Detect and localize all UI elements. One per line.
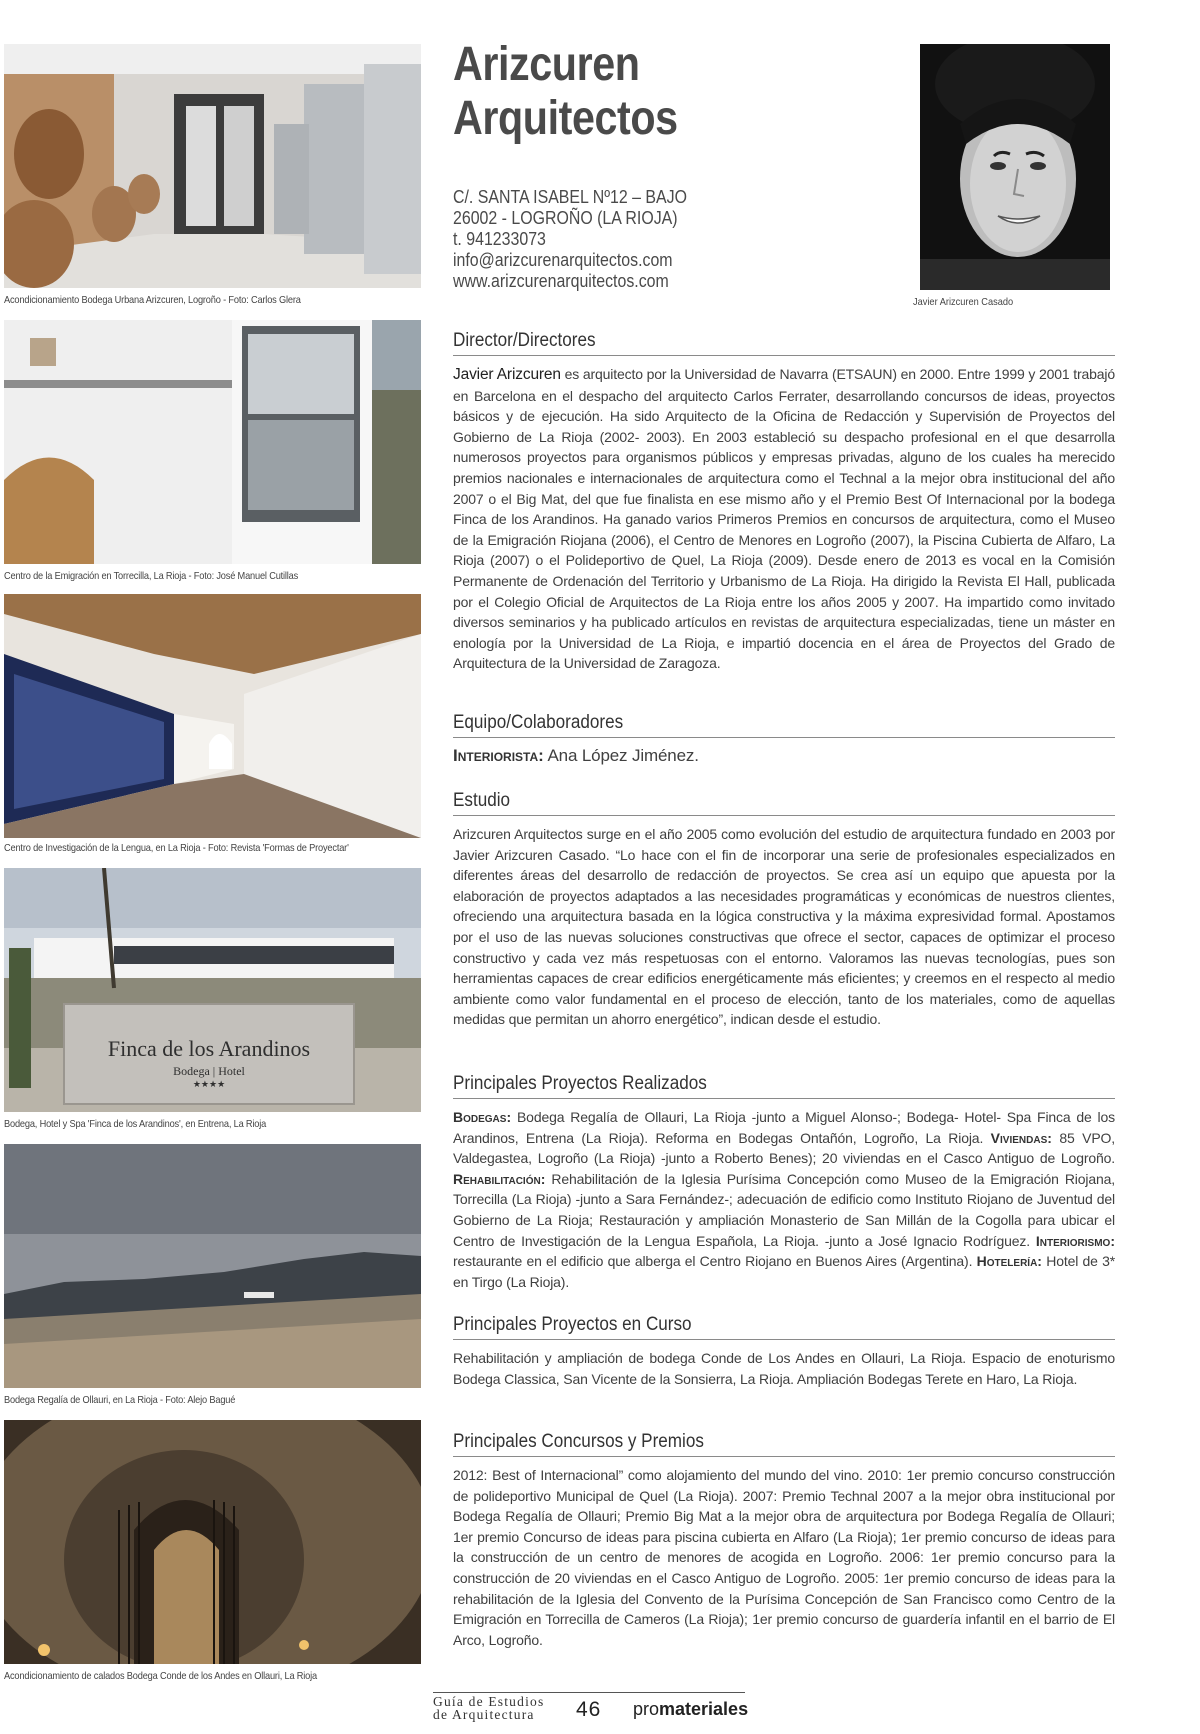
publication-name-line2: de Arquitectura	[433, 1707, 535, 1722]
section-heading: Principales Proyectos en Curso	[453, 1314, 1115, 1340]
photo-centro-emigracion	[4, 320, 421, 564]
photo-caption: Acondicionamiento Bodega Urbana Arizcuren, Logroño - Foto: Carlos Glera	[4, 294, 301, 306]
team-member: Ana López Jiménez.	[543, 746, 699, 765]
photo-caption: Acondicionamiento de calados Bodega Conde de los Andes en Ollauri, La Rioja	[4, 1670, 317, 1682]
brand-logo: promateriales	[633, 1699, 749, 1719]
section-studio	[453, 790, 1115, 1030]
section-body: Rehabilitación y ampliación de bodega Conde de Los Andes en Ollauri, La Rioja. Espacio de enoturismo Bodega Classica, San Vicente de la Sonsierra, La Rioja. Ampliación Bodegas Terete en Haro, La Rioja.	[453, 1350, 1115, 1387]
page-number: 46	[576, 1698, 602, 1721]
category-label: Interiorismo:	[1035, 1232, 1115, 1249]
portrait-photo	[920, 44, 1110, 290]
category-label: Rehabilitación:	[453, 1170, 546, 1187]
studio-title-line2: Arquitectos	[453, 92, 678, 145]
website[interactable]: www.arizcurenarquitectos.com	[453, 270, 669, 291]
section-heading: Estudio	[453, 790, 1115, 816]
section-body	[453, 746, 1115, 767]
section-body: Arizcuren Arquitectos surge en el año 2005 como evolución del estudio de arquitectura fundado en 2003 por Javier Arizcuren Casado. “Lo hace con el fin de incorporar una serie de profesionales especializados en diferentes áreas del desarrollo de redacción de proyectos. Se crea así un equipo que apuesta por la elaboración de proyectos adaptados a las necesidades programáticas y económicas de nuestros clientes, ofreciendo una arquitectura basada en la lógica constructiva y la máxima expresividad formal. Apostamos por el uso de las nuevas soluciones constructivas que ofrece el sector, capaces de optimizar el proceso constructivo y cada vez más respetuosas con el entorno. Valoramos las nuevas tecnologías, pues son herramientas capaces de crear edificios energéticamente más eficientes; y creemos en el respecto al medio ambiente como valor fundamental en el proceso de elección, tanto de los materiales, como de aquellas medidas que permitan un ahorro energético”, indican desde el estudio.	[453, 826, 1115, 1028]
section-ongoing-projects	[453, 1314, 1115, 1389]
section-awards	[453, 1431, 1115, 1650]
sign-text	[64, 1036, 354, 1090]
section-heading: Director/Directores	[453, 330, 1115, 356]
photo-caption: Bodega, Hotel y Spa 'Finca de los Arandinos', en Entrena, La Rioja	[4, 1118, 267, 1130]
category-label: Hotelería:	[976, 1253, 1042, 1270]
photo-bodega-urbana	[4, 44, 421, 288]
category-label: Bodegas:	[453, 1109, 512, 1125]
photo-caption: Centro de Investigación de la Lengua, en La Rioja - Foto: Revista 'Formas de Proyectar'	[4, 842, 349, 854]
sign-stars: ★★★★	[192, 1079, 226, 1089]
director-name: Javier Arizcuren	[453, 366, 561, 383]
section-directors	[453, 330, 1115, 674]
section-completed-projects	[453, 1073, 1115, 1292]
section-team	[453, 712, 1115, 767]
photo-finca-arandinos	[4, 868, 421, 1112]
section-heading: Principales Proyectos Realizados	[453, 1073, 1115, 1099]
section-body: Javier Arizcuren es arquitecto por la Universidad de Navarra (ETSAUN) en 2000. Entre 1999 y 2001 trabajó en Barcelona en el despacho del arquitecto Carlos Ferrater, desarrollando concursos de ideas, proyectos básicos y de ejecución. Ha sido Arquitecto de la Oficina de Redacción y Supervisión de Proyectos del Gobierno de La Rioja (2002- 2003). En 2003 estableció su despacho profesional en el que desarrolla numerosos proyectos para organismos públicos y empresas privadas, alguno de los cuales ha merecido premios nacionales e internacionales de arquitectura como el Technal a la mejor obra institucional del año 2007 o el Big Mat, del que fue finalista en ese mismo año y el Premio Best Of Internacional por la bodega Finca de los Arandinos. Ha ganado varios Primeros Premios en concursos de arquitectura, como el Museo de la Emigración Riojana (2006), el Centro de Menores en Logroño (2007), la Piscina Cubierta de Alfaro, La Rioja (2007) o el Polideportivo de Quel, La Rioja (2009). Desde enero de 2013 es vocal en la Comisión Permanente de Ordenación del Territorio y Urbanismo de La Rioja. Ha dirigido la Revista El Hall, publicada por el Colegio Oficial de Arquitectos de La Rioja entre los años 2005 y 2007. Ha impartido como invitado diversos seminarios y ha publicado artículos en revistas de arquitectura especializadas, tiene un máster en enología por la Universidad de La Rioja, e impartió docencia en el área de Proyectos del Grado de Arquitectura de la Universidad de Zaragoza.	[453, 366, 1115, 672]
publication-name-line1: Guía de Estudios	[433, 1694, 545, 1709]
section-heading: Equipo/Colaboradores	[453, 712, 1115, 738]
studio-title	[453, 38, 678, 146]
photo-calados-conde-andes	[4, 1420, 421, 1664]
section-heading: Principales Concursos y Premios	[453, 1431, 1115, 1457]
photo-caption: Centro de la Emigración en Torrecilla, La Rioja - Foto: José Manuel Cutillas	[4, 570, 299, 582]
photo-centro-lengua	[4, 594, 421, 838]
sign-title: Finca de los Arandinos	[107, 1036, 311, 1061]
contact-block	[453, 186, 687, 291]
team-label: Interiorista:	[453, 746, 544, 765]
phone: t. 941233073	[453, 228, 546, 249]
address-line2: 26002 - LOGROÑO (LA RIOJA)	[453, 207, 678, 228]
photo-caption: Bodega Regalía de Ollauri, en La Rioja - Foto: Alejo Bagué	[4, 1394, 236, 1406]
section-body: Bodegas: Bodega Regalía de Ollauri, La Rioja -junto a Miguel Alonso-; Bodega- Hotel- Spa Finca de los Arandinos, Entrena (La Rioja). Reforma en Bodegas Ontañón, Logroño, La Rioja. Viviendas: 85 VPO, Valdegastea, Logroño (La Rioja) -junto a Roberto Benes); 20 viviendas en el Casco Antiguo de Logroño. Rehabilitación: Rehabilitación de la Iglesia Purísima Concepción como Museo de la Emigración Riojana, Torrecilla (La Rioja) -junto a Sara Fernández-; adecuación de edificio como Instituto Riojano de Juventud del Gobierno de La Rioja; Restauración y ampliación Monasterio de San Millán de la Cogolla para ubicar el Centro de Investigación de la Lengua Española, La Rioja. -junto a José Ignacio Rodríguez. Interiorismo: restaurante en el edificio que alberga el Centro Riojano en Buenos Aires (Argentina). Hotelería: Hotel de 3* en Tirgo (La Rioja).	[453, 1109, 1116, 1290]
section-body: 2012: Best of Internacional” como alojamiento del mundo del vino. 2010: 1er premio concurso construcción de polideportivo Municipal de Quel (La Rioja). 2007: Premio Technal 2007 a la mejor obra institucional por Bodega Regalía de Ollauri; Premio Big Mat a la mejor obra de arquitectura por Bodega Regalía de Ollauri; 1er premio Concurso de ideas para piscina cubierta en Alfaro (La Rioja); 1er premio concurso de ideas para la construcción de un centro de menores de acogida en Logroño. 2006: 1er premio concurso para la construcción de 20 viviendas en el Casco Antiguo de Logroño. 2005: 1er premio concurso de ideas para la rehabilitación de la Iglesia del Convento de la Purísima Concepción de San Francisco como Centro de la Emigración en Torrecilla de Cameros (La Rioja); 1er premio concurso de guardería infantil en el barrio de El Arco, Logroño.	[453, 1467, 1115, 1648]
portrait-caption: Javier Arizcuren Casado	[913, 296, 1014, 308]
photo-bodega-regalia	[4, 1144, 421, 1388]
studio-title-line1: Arizcuren	[453, 38, 640, 91]
category-label: Viviendas:	[990, 1129, 1052, 1146]
page-footer	[433, 1692, 749, 1726]
address-line1: C/. SANTA ISABEL Nº12 – BAJO	[453, 186, 687, 207]
email[interactable]: info@arizcurenarquitectos.com	[453, 249, 673, 270]
footer-rule	[433, 1692, 745, 1693]
sign-subtitle: Bodega | Hotel	[173, 1064, 245, 1078]
